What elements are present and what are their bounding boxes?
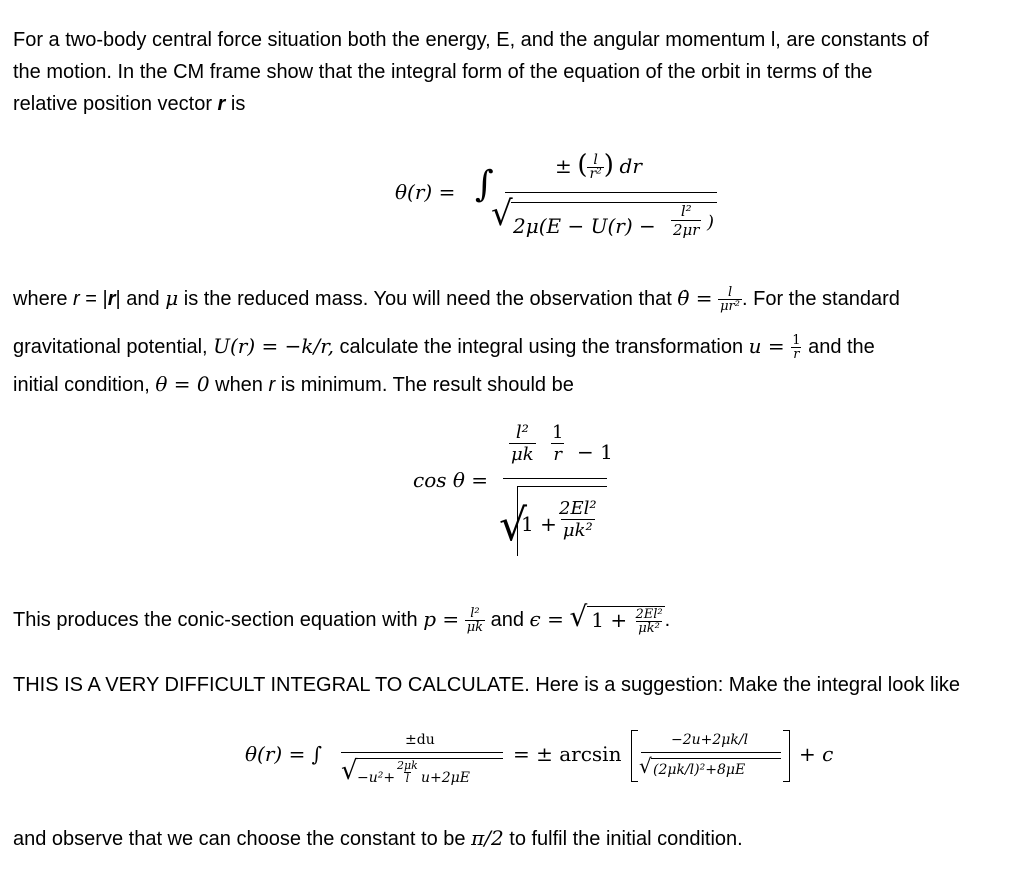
para2-line2: gravitational potential, U(r) = −k/r, calculate the integral using the transformation u = $\frac{1}{r}$ and the [13,333,875,363]
eq3-lhs: θ(r) = ∫ [245,742,323,766]
eq3-arg-denominator: (2μk/l)²+8μE [653,762,746,778]
eq2-num-frac1: $\frac{\text{l²}}{\mu k}$ [511,422,534,465]
eq2-den-frac: $\frac{\text{2El²}}{\text{μk²}}$ [559,498,597,541]
intro-paragraph [13,24,1013,120]
para3-conic: This produces the conic-section equation with p = $\frac{\text{l²}}{\mu k}$ and ϵ = √ 1 + $\frac{\text{2El²}}{\text{μk²}}$ . [13,600,671,637]
eq3-numerator: ±du [405,732,435,748]
eq1-integral-sign: ∫ [475,164,494,205]
eq2-sqrt-bar [517,486,607,487]
eq1-sqrt-sign: √ [491,194,513,234]
eq1-numerator: ± ( $\frac{l}{\text{r²}}$ ) dr [555,150,642,183]
para2-line1: where r = |r| and μ is the reduced mass. You will need the observation that θ̇ = $\frac{l}{\text{μr²}}$ . For the standard [13,285,900,315]
eq3-arcsin: = ± arcsin [513,742,622,766]
eq1-lhs: θ(r) = [395,180,456,204]
para4-suggestion: THIS IS A VERY DIFFICULT INTEGRAL TO CALCULATE. Here is a suggestion: Make the integral look like [13,674,961,696]
equation-arcsin: θ(r) = ∫ ±du √ −u²+ $\frac{2\mu k}{l}$ u+2μE = ± arcsin −2u+2μk/l √ (2μk/l)²+8μE + c [245,732,834,786]
eq2-lhs: cos θ = [413,468,489,492]
eq1-fraction-bar [505,192,717,193]
eq2-num-frac2: $\frac{1}{r}$ [552,422,564,465]
vector-r: r [217,93,226,115]
eq1-denominator-a: 2μ(E − U(r) − [513,214,656,238]
eq3-arg-numerator: −2u+2μk/l [671,732,749,748]
eq1-denominator-fraction: $\frac{\text{l²}}{2\mu r}$ [673,202,700,239]
eq3-right-bracket [783,730,790,782]
intro-line-1: For a two-body central force situation both the energy, E, and the angular momentum l, are constants of [13,29,929,51]
eq2-sqrt-sign: √ [499,500,528,551]
eq3-left-bracket [631,730,638,782]
para5-conclusion: and observe that we can choose the constant to be π/2 to fulfil the initial condition. [13,826,743,850]
intro-line-3: relative position vector r is [13,93,246,115]
eq3-fraction-bar [341,752,503,753]
intro-line-2: the motion. In the CM frame show that the integral form of the equation of the orbit in terms of the [13,61,873,83]
para2-line3: initial condition, θ = 0 when r is minimum. The result should be [13,372,574,396]
eq2-fraction-bar [503,478,607,479]
